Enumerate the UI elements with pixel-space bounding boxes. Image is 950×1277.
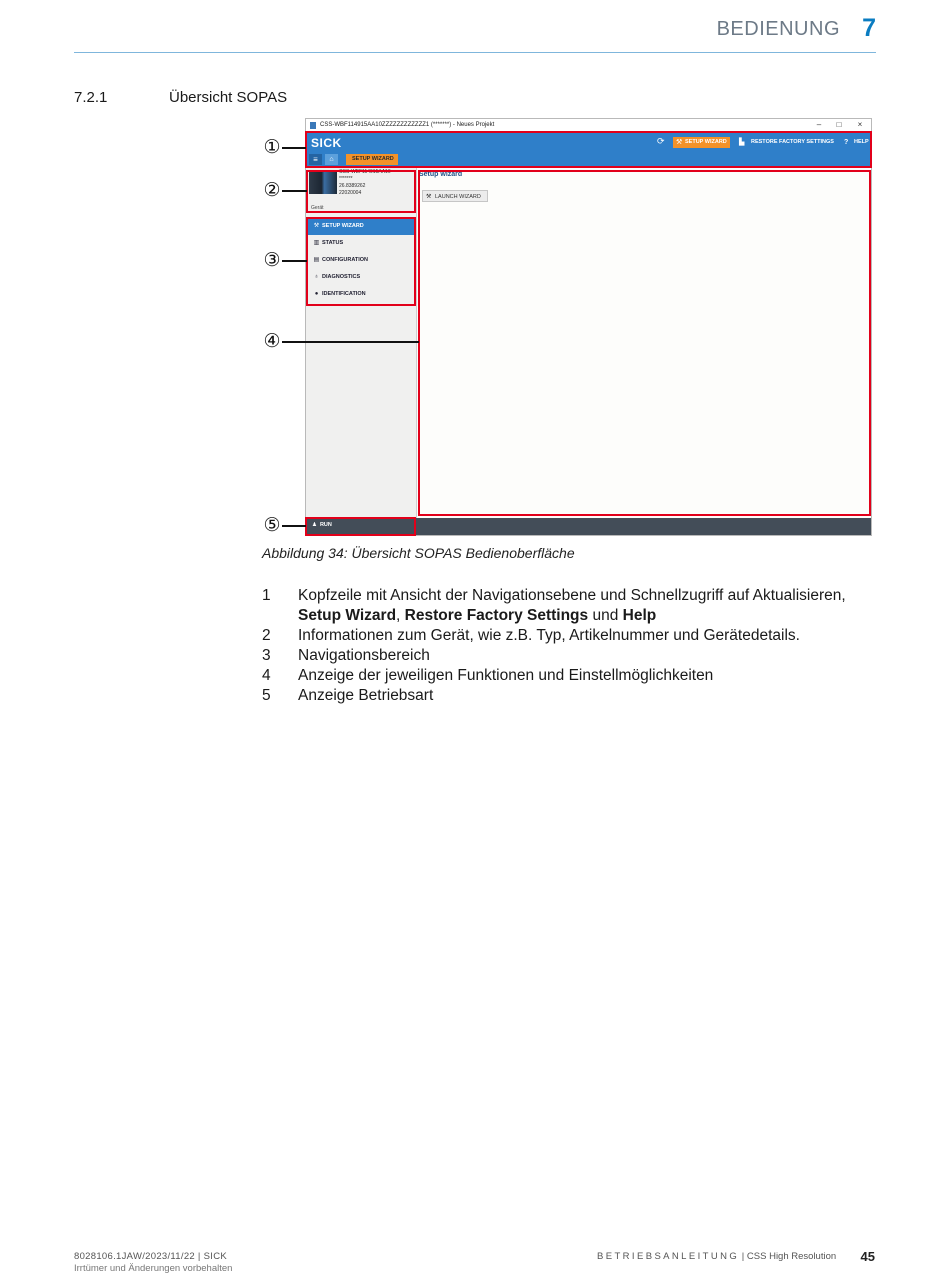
footer-separator: | <box>739 1251 747 1262</box>
legend-num: 1 <box>262 587 271 604</box>
legend-text: Informationen zum Gerät, wie z.B. Typ, Artikelnummer und Gerätedetails. <box>298 627 800 644</box>
device-article: 26.8389262 <box>339 183 366 189</box>
nav-item-label: SETUP WIZARD <box>322 223 364 229</box>
legend-bold: Help <box>622 607 657 624</box>
help-icon: ? <box>844 139 849 146</box>
device-stars: ******* <box>339 176 353 182</box>
footer-doc-id: 8028106.1JAW/2023/11/22 | SICK <box>74 1251 228 1262</box>
nav-item-label: IDENTIFICATION <box>322 291 366 297</box>
factory-icon: ▙ <box>739 139 745 146</box>
callout-1: ① <box>263 137 281 158</box>
sick-logo: SICK <box>311 136 342 150</box>
device-type: CSS-WBF114915AA10 <box>339 169 391 175</box>
chart-icon: ▥ <box>313 240 320 246</box>
highlight-box-5 <box>305 517 416 536</box>
figure-caption: Abbildung 34: Übersicht SOPAS Bedienoberfläche <box>262 545 575 561</box>
wand-icon: ⚒ <box>676 139 683 146</box>
footer-product: CSS High Resolution <box>746 1251 837 1262</box>
legend-text: Anzeige der jeweiligen Funktionen und Einstellmöglichkeiten <box>298 667 714 684</box>
callout-line-5 <box>282 525 306 527</box>
legend-num: 5 <box>262 687 271 704</box>
info-icon: ● <box>314 291 319 297</box>
chapter-number: 7 <box>862 14 876 42</box>
callout-line-4 <box>282 341 419 343</box>
wand-icon: ⚒ <box>426 194 432 200</box>
stethoscope-icon: ♁ <box>314 274 319 280</box>
help-label: HELP <box>854 139 869 145</box>
footer-manual <box>597 1251 836 1262</box>
callout-3: ③ <box>263 250 281 271</box>
minimize-icon[interactable]: – <box>816 120 822 129</box>
chapter-title: BEDIENUNG <box>716 18 840 40</box>
section-title: Übersicht SOPAS <box>169 89 288 106</box>
breadcrumb[interactable]: SETUP WIZARD <box>346 154 398 165</box>
user-icon: ♟ <box>312 522 317 528</box>
highlight-box-2 <box>306 170 416 213</box>
restore-label: RESTORE FACTORY SETTINGS <box>751 139 834 145</box>
config-icon: ▤ <box>313 257 320 263</box>
callout-line-3 <box>282 260 307 262</box>
nav-item-label: STATUS <box>322 240 344 246</box>
app-icon <box>310 122 316 129</box>
highlight-box-3 <box>306 217 416 306</box>
device-serial: 22020004 <box>339 190 362 196</box>
device-label: Gerät <box>311 205 324 211</box>
setup-wizard-label: SETUP WIZARD <box>685 139 727 145</box>
callout-line-1 <box>282 147 306 149</box>
home-icon[interactable]: ⌂ <box>325 154 338 165</box>
maximize-icon[interactable]: □ <box>836 120 842 129</box>
header-divider <box>74 52 876 53</box>
section-number: 7.2.1 <box>74 89 108 106</box>
legend-text-continued <box>298 607 656 625</box>
window-title: CSS-WBF114915AA10ZZZZZZZZZZZZ1 (*******) - Neues Projekt <box>320 122 495 128</box>
legend-num: 3 <box>262 647 271 664</box>
launch-wizard-label: LAUNCH WIZARD <box>435 194 481 200</box>
nav-item-label: DIAGNOSTICS <box>322 274 361 280</box>
operating-mode-label: RUN <box>319 522 332 528</box>
highlight-box-4 <box>418 170 871 516</box>
legend-bold: Restore Factory Settings <box>404 607 589 624</box>
legend-sep: und <box>588 607 623 624</box>
page-number: 45 <box>860 1249 875 1264</box>
content-title: Setup wizard <box>419 171 463 178</box>
footer-disclaimer: Irrtümer und Änderungen vorbehalten <box>74 1263 233 1274</box>
callout-4: ④ <box>263 331 281 352</box>
callout-2: ② <box>263 180 281 201</box>
legend-bold: Setup Wizard <box>298 607 397 624</box>
refresh-icon[interactable]: ⟳ <box>657 136 665 146</box>
legend-text: Anzeige Betriebsart <box>298 687 434 704</box>
legend-text: Navigationsbereich <box>298 647 430 664</box>
hamburger-menu-icon[interactable]: ≡ <box>309 154 322 165</box>
legend-num: 4 <box>262 667 271 684</box>
legend-text: Kopfzeile mit Ansicht der Navigationsebene und Schnellzugriff auf Aktualisieren, <box>298 587 846 604</box>
wand-icon: ⚒ <box>313 223 320 229</box>
callout-5: ⑤ <box>263 515 281 536</box>
legend-sep: , <box>396 607 405 624</box>
nav-item-label: CONFIGURATION <box>322 257 369 263</box>
highlight-box-1 <box>305 131 872 168</box>
close-icon[interactable]: × <box>857 120 863 129</box>
footer-manual-label: BETRIEBSANLEITUNG <box>597 1251 740 1262</box>
legend-num: 2 <box>262 627 271 644</box>
callout-line-2 <box>282 190 307 192</box>
